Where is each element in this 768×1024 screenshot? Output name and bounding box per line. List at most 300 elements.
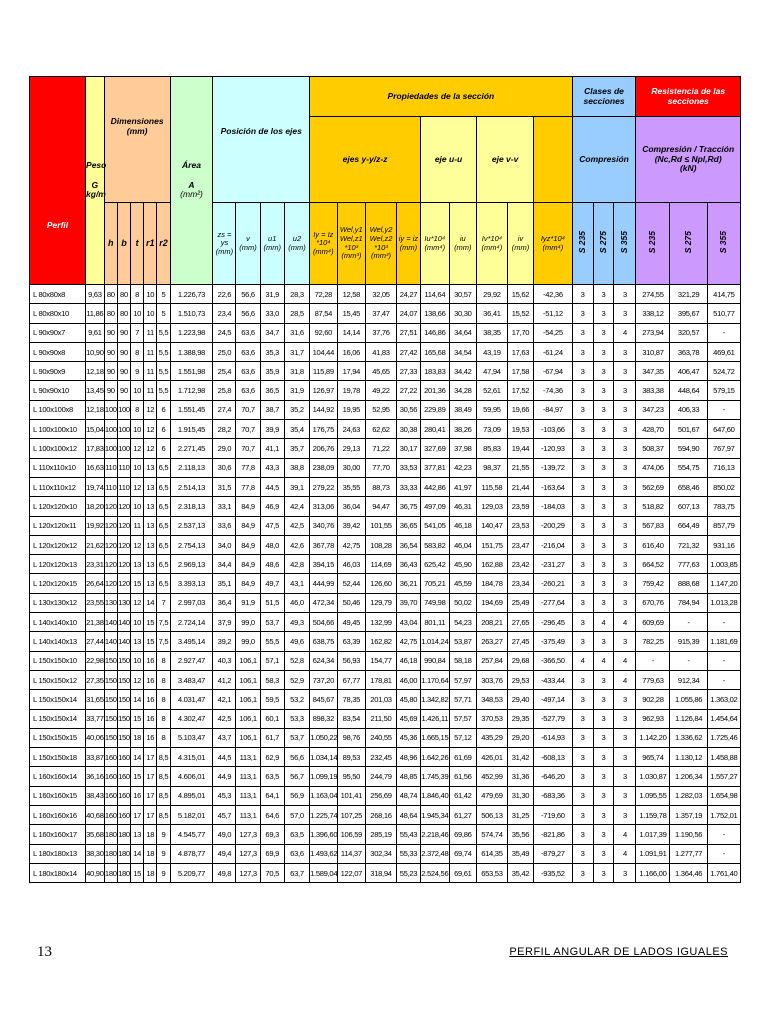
table-cell: 63,6	[284, 844, 309, 863]
table-cell: 1.493,62	[310, 844, 337, 863]
table-cell: -120,93	[534, 439, 573, 458]
table-cell: 45,7	[213, 806, 236, 825]
table-cell: 53,2	[284, 690, 309, 709]
table-cell: 39,1	[284, 477, 309, 496]
table-cell: 15,52	[507, 304, 533, 323]
table-cell: 34,0	[213, 535, 236, 554]
table-cell: 3	[572, 748, 593, 767]
table-cell: 92,60	[310, 323, 337, 342]
table-cell: 12	[144, 439, 157, 458]
table-cell: 69,74	[449, 844, 476, 863]
table-cell: 658,46	[670, 477, 707, 496]
table-cell: 55,43	[396, 825, 420, 844]
table-cell: 91,9	[236, 593, 260, 612]
table-cell: 80	[104, 285, 117, 304]
table-cell: 426,01	[477, 748, 508, 767]
table-cell: 25,49	[507, 593, 533, 612]
table-cell: 42,4	[284, 497, 309, 516]
table-cell: 15	[144, 613, 157, 632]
table-cell: 27,65	[507, 613, 533, 632]
profile-name-cell: L 120x120x15	[30, 574, 86, 593]
table-cell: 3	[593, 767, 614, 786]
table-cell: 23,55	[86, 593, 105, 612]
table-cell: -296,45	[534, 613, 573, 632]
table-cell: 1.654,98	[707, 786, 740, 805]
table-cell: 479,69	[477, 786, 508, 805]
profile-name-cell: L 90x90x10	[30, 381, 86, 400]
table-cell: 98,37	[477, 458, 508, 477]
table-cell: 3	[593, 362, 614, 381]
table-cell: 31,6	[284, 323, 309, 342]
table-cell: 95,50	[337, 767, 366, 786]
table-cell: 1.745,39	[421, 767, 450, 786]
table-cell: 302,34	[366, 844, 397, 863]
table-cell: 16	[131, 786, 144, 805]
table-cell: 3	[614, 806, 636, 825]
table-cell: 3	[572, 728, 593, 747]
table-cell: 574,74	[477, 825, 508, 844]
table-cell: 1.336,62	[670, 728, 707, 747]
table-cell: 12	[131, 439, 144, 458]
table-cell: 63,6	[236, 323, 260, 342]
table-cell: 31,25	[507, 806, 533, 825]
table-cell: 13	[144, 458, 157, 477]
table-cell: 90	[104, 381, 117, 400]
table-cell: 3	[572, 439, 593, 458]
table-cell: 428,70	[636, 420, 670, 439]
table-cell: 4.031,47	[170, 690, 213, 709]
profile-name-cell: L 100x100x12	[30, 439, 86, 458]
table-cell: 127,3	[236, 863, 260, 882]
table-cell: 14	[131, 844, 144, 863]
table-cell: 150	[117, 690, 130, 709]
table-cell: 3	[614, 863, 636, 882]
table-cell: 3	[593, 285, 614, 304]
table-cell: 180	[104, 825, 117, 844]
table-cell: 12	[144, 420, 157, 439]
table-cell: -	[707, 670, 740, 689]
table-row	[30, 497, 741, 516]
table-cell: 10	[131, 304, 144, 323]
profile-name-cell: L 110x110x12	[30, 477, 86, 496]
table-cell: 37,98	[449, 439, 476, 458]
table-cell: 435,29	[477, 728, 508, 747]
table-cell: 273,94	[636, 323, 670, 342]
table-cell: 38,35	[477, 323, 508, 342]
table-cell: 21,44	[507, 477, 533, 496]
table-cell: 113,1	[236, 806, 260, 825]
table-cell: 180	[117, 844, 130, 863]
table-cell: 108,28	[366, 535, 397, 554]
table-cell: 12	[131, 477, 144, 496]
table-cell: 13	[144, 477, 157, 496]
table-cell: 85,83	[477, 439, 508, 458]
table-cell: 126,60	[366, 574, 397, 593]
table-cell: 54,23	[449, 613, 476, 632]
table-cell: 69,9	[260, 844, 284, 863]
profile-name-cell: L 110x110x10	[30, 458, 86, 477]
header-prop-iv: iv (mm)	[507, 203, 533, 285]
table-cell: 4	[593, 651, 614, 670]
table-cell: 27,35	[86, 670, 105, 689]
table-cell: 80	[117, 304, 130, 323]
table-cell: 347,23	[636, 400, 670, 419]
table-cell: 3	[614, 748, 636, 767]
table-cell: 45,3	[213, 786, 236, 805]
table-cell: 1.846,40	[421, 786, 450, 805]
table-cell: 912,34	[670, 670, 707, 689]
header-compresion: Compresión	[572, 117, 636, 203]
table-cell: 104,44	[310, 342, 337, 361]
table-cell: 670,76	[636, 593, 670, 612]
table-cell: 61,27	[449, 806, 476, 825]
table-cell: 110	[104, 458, 117, 477]
table-cell: 6,5	[157, 516, 170, 535]
table-cell: 31,9	[284, 381, 309, 400]
table-cell: 4.895,01	[170, 786, 213, 805]
table-cell: 442,86	[421, 477, 450, 496]
table-cell: -61,24	[534, 342, 573, 361]
table-cell: 154,77	[366, 651, 397, 670]
table-cell: 43,7	[213, 728, 236, 747]
table-cell: 3	[614, 304, 636, 323]
table-cell: 113,1	[236, 748, 260, 767]
table-cell: 784,94	[670, 593, 707, 612]
table-cell: 7	[157, 593, 170, 612]
table-cell: 5,5	[157, 362, 170, 381]
table-cell: 23,47	[507, 535, 533, 554]
table-cell: 9	[131, 362, 144, 381]
table-cell: 40,3	[213, 651, 236, 670]
table-cell: 779,63	[636, 670, 670, 689]
table-cell: 38,30	[86, 844, 105, 863]
table-cell: 3	[593, 574, 614, 593]
table-cell: 15,62	[507, 285, 533, 304]
table-cell: 6,5	[157, 477, 170, 496]
table-cell: 57,57	[449, 709, 476, 728]
table-cell: 83,54	[337, 709, 366, 728]
table-cell: 801,11	[421, 613, 450, 632]
table-cell: 448,64	[670, 381, 707, 400]
table-cell: 99,0	[236, 632, 260, 651]
table-cell: 327,69	[421, 439, 450, 458]
table-cell: 11,86	[86, 304, 105, 323]
table-cell: 64,1	[260, 786, 284, 805]
table-cell: 17,52	[507, 381, 533, 400]
table-cell: 749,98	[421, 593, 450, 612]
table-cell: 45,36	[396, 728, 420, 747]
table-cell: 36,41	[477, 304, 508, 323]
table-cell: 8	[157, 709, 170, 728]
header-prop-wel1: Wel,y1 Wel,z1 *10³ (mm³)	[337, 203, 366, 285]
table-cell: 3	[572, 285, 593, 304]
table-cell: 1.396,60	[310, 825, 337, 844]
table-cell: 4.302,47	[170, 709, 213, 728]
header-prop-Iv: Iv*10⁴ (mm⁴)	[477, 203, 508, 285]
table-cell: 120	[104, 574, 117, 593]
table-cell: 3	[593, 748, 614, 767]
header-dim-r2: r2	[157, 203, 170, 285]
table-cell: 84,9	[236, 516, 260, 535]
table-cell: 35,9	[260, 362, 284, 381]
table-cell: 3	[572, 400, 593, 419]
table-cell: 84,9	[236, 497, 260, 516]
header-dim-r1: r1	[144, 203, 157, 285]
table-cell: 3	[572, 516, 593, 535]
table-cell: 313,06	[310, 497, 337, 516]
header-dim-b: b	[117, 203, 130, 285]
table-cell: 61,56	[449, 767, 476, 786]
table-cell: 1.945,34	[421, 806, 450, 825]
table-cell: 767,97	[707, 439, 740, 458]
table-cell: 3	[572, 825, 593, 844]
table-cell: 43,04	[396, 613, 420, 632]
table-row	[30, 477, 741, 496]
table-cell: 48,0	[260, 535, 284, 554]
table-cell: 3	[593, 458, 614, 477]
table-cell: 1.095,55	[636, 786, 670, 805]
table-cell: 17	[144, 786, 157, 805]
table-cell: 165,68	[421, 342, 450, 361]
table-cell: 783,75	[707, 497, 740, 516]
table-cell: 338,12	[636, 304, 670, 323]
table-cell: 57,0	[284, 806, 309, 825]
header-prop-iyz-radius: iy = iz (mm)	[396, 203, 420, 285]
table-cell: 100	[117, 420, 130, 439]
table-cell: 4.315,01	[170, 748, 213, 767]
table-cell: 160	[104, 767, 117, 786]
table-cell: 318,94	[366, 863, 397, 882]
table-cell: 3	[572, 670, 593, 689]
table-cell: 16,63	[86, 458, 105, 477]
table-cell: 1.091,91	[636, 844, 670, 863]
table-cell: 7	[131, 323, 144, 342]
table-cell: 150	[117, 709, 130, 728]
table-cell: 70,5	[260, 863, 284, 882]
table-cell: 12,18	[86, 362, 105, 381]
table-cell: 56,6	[236, 285, 260, 304]
profile-name-cell: L 160x160x16	[30, 806, 86, 825]
table-cell: 268,16	[366, 806, 397, 825]
profile-name-cell: L 150x150x15	[30, 728, 86, 747]
table-cell: 18	[144, 844, 157, 863]
table-cell: 3	[593, 323, 614, 342]
table-cell: 348,53	[477, 690, 508, 709]
table-cell: 61,42	[449, 786, 476, 805]
table-cell: 10	[131, 613, 144, 632]
table-cell: -139,72	[534, 458, 573, 477]
table-cell: 29,68	[507, 651, 533, 670]
table-cell: 1.642,26	[421, 748, 450, 767]
table-cell: 120	[117, 535, 130, 554]
table-cell: 120	[104, 516, 117, 535]
table-cell: 8	[157, 651, 170, 670]
table-cell: 1.551,98	[170, 362, 213, 381]
table-cell: 664,52	[636, 555, 670, 574]
table-cell: 1.388,98	[170, 342, 213, 361]
table-cell: 42,23	[449, 458, 476, 477]
table-cell: 29,92	[477, 285, 508, 304]
table-cell: 44,5	[260, 477, 284, 496]
table-cell: 37,9	[213, 613, 236, 632]
table-cell: 31,42	[507, 748, 533, 767]
table-cell: -67,94	[534, 362, 573, 381]
table-cell: 35,4	[284, 420, 309, 439]
table-cell: 229,89	[421, 400, 450, 419]
table-cell: 120	[117, 497, 130, 516]
table-cell: 42,75	[337, 535, 366, 554]
table-cell: 5.209,77	[170, 863, 213, 882]
table-cell: 3	[614, 728, 636, 747]
table-row	[30, 670, 741, 689]
table-cell: 3	[572, 555, 593, 574]
table-cell: 10	[131, 497, 144, 516]
table-cell: 49,8	[213, 863, 236, 882]
table-cell: 43,19	[477, 342, 508, 361]
table-cell: 120	[117, 555, 130, 574]
table-cell: 857,79	[707, 516, 740, 535]
table-cell: 46,31	[449, 497, 476, 516]
table-cell: 2.271,45	[170, 439, 213, 458]
table-cell: 8	[131, 400, 144, 419]
table-cell: 49,3	[284, 613, 309, 632]
header-dimensiones: Dimensiones (mm)	[104, 77, 170, 203]
table-cell: 3	[572, 381, 593, 400]
table-cell: 3	[593, 786, 614, 805]
table-cell: 27,33	[396, 362, 420, 381]
table-cell: 41,83	[366, 342, 397, 361]
table-cell: 201,36	[421, 381, 450, 400]
table-row	[30, 439, 741, 458]
profile-name-cell: L 150x150x18	[30, 748, 86, 767]
table-cell: 50,02	[449, 593, 476, 612]
table-cell: 80	[104, 304, 117, 323]
table-cell: 113,1	[236, 767, 260, 786]
table-cell: 3	[614, 342, 636, 361]
table-cell: 51,5	[260, 593, 284, 612]
table-cell: 52,44	[337, 574, 366, 593]
table-cell: 16	[144, 709, 157, 728]
table-cell: 3	[593, 477, 614, 496]
table-cell: 931,16	[707, 535, 740, 554]
table-cell: 340,76	[310, 516, 337, 535]
table-cell: 17,70	[507, 323, 533, 342]
table-cell: 9,63	[86, 285, 105, 304]
table-cell: 17	[131, 806, 144, 825]
table-cell: 35,56	[507, 825, 533, 844]
table-cell: 146,86	[421, 323, 450, 342]
table-cell: 69,3	[260, 825, 284, 844]
table-cell: 132,99	[366, 613, 397, 632]
table-cell: 3	[572, 786, 593, 805]
header-class-s235: S 235	[572, 203, 593, 285]
table-cell: 18	[131, 728, 144, 747]
table-cell: 70,7	[236, 420, 260, 439]
table-cell: 8,5	[157, 806, 170, 825]
table-cell: 55,33	[396, 844, 420, 863]
header-iyz-blank	[534, 117, 573, 203]
table-cell: 48,64	[396, 806, 420, 825]
table-cell: -879,27	[534, 844, 573, 863]
table-cell: 274,55	[636, 285, 670, 304]
table-cell: 34,28	[449, 381, 476, 400]
table-cell: 36,5	[260, 381, 284, 400]
table-cell: 962,93	[636, 709, 670, 728]
table-cell: 194,69	[477, 593, 508, 612]
table-cell: 19,78	[337, 381, 366, 400]
table-cell: 90	[117, 381, 130, 400]
header-class-s275: S 275	[593, 203, 614, 285]
table-cell: 120	[117, 516, 130, 535]
profile-name-cell: L 130x130x12	[30, 593, 86, 612]
table-cell: 180	[117, 825, 130, 844]
table-cell: 15,04	[86, 420, 105, 439]
table-cell: 90	[117, 323, 130, 342]
table-cell: 2.372,48	[421, 844, 450, 863]
table-cell: 72,28	[310, 285, 337, 304]
table-cell: 63,5	[284, 825, 309, 844]
table-cell: 30,56	[396, 400, 420, 419]
table-cell: -84,97	[534, 400, 573, 419]
table-cell: 138,66	[421, 304, 450, 323]
table-cell: 52,8	[284, 651, 309, 670]
table-cell: 5	[157, 285, 170, 304]
table-cell: 5	[157, 304, 170, 323]
table-cell: 888,68	[670, 574, 707, 593]
table-cell: 8	[157, 728, 170, 747]
table-cell: -	[707, 400, 740, 419]
table-cell: 98,76	[337, 728, 366, 747]
table-cell: 35,1	[213, 574, 236, 593]
table-cell: 2.524,56	[421, 863, 450, 882]
table-cell: 19,74	[86, 477, 105, 496]
table-cell: 240,55	[366, 728, 397, 747]
table-cell: 2.997,03	[170, 593, 213, 612]
table-cell: 34,7	[260, 323, 284, 342]
table-cell: 13	[144, 516, 157, 535]
table-cell: 25,8	[213, 381, 236, 400]
table-cell: 144,92	[310, 400, 337, 419]
table-cell: 38,26	[449, 420, 476, 439]
table-cell: 36,65	[396, 516, 420, 535]
table-cell: 56,9	[284, 786, 309, 805]
table-cell: 3	[572, 342, 593, 361]
table-cell: 554,75	[670, 458, 707, 477]
table-cell: 1.282,03	[670, 786, 707, 805]
table-cell: 4	[614, 844, 636, 863]
table-cell: 12	[144, 400, 157, 419]
table-cell: 140	[104, 632, 117, 651]
table-cell: 1.712,98	[170, 381, 213, 400]
profile-name-cell: L 150x150x10	[30, 651, 86, 670]
table-cell: 40,90	[86, 863, 105, 882]
table-cell: 39,70	[396, 593, 420, 612]
header-comp-trac: Compresión / Tracción (Nc,Rd ≤ Npl,Rd) (kN)	[636, 117, 741, 203]
table-cell: 1.130,12	[670, 748, 707, 767]
table-cell: 1.181,69	[707, 632, 740, 651]
profile-name-cell: L 120x120x12	[30, 535, 86, 554]
table-cell: 3	[614, 439, 636, 458]
table-cell: 24,63	[337, 420, 366, 439]
table-cell: 27,44	[86, 632, 105, 651]
table-cell: -	[670, 651, 707, 670]
table-cell: 4	[614, 670, 636, 689]
table-cell: 1.557,27	[707, 767, 740, 786]
table-cell: 285,19	[366, 825, 397, 844]
table-cell: 110	[117, 458, 130, 477]
table-cell: 63,7	[284, 863, 309, 882]
table-cell: 850,02	[707, 477, 740, 496]
